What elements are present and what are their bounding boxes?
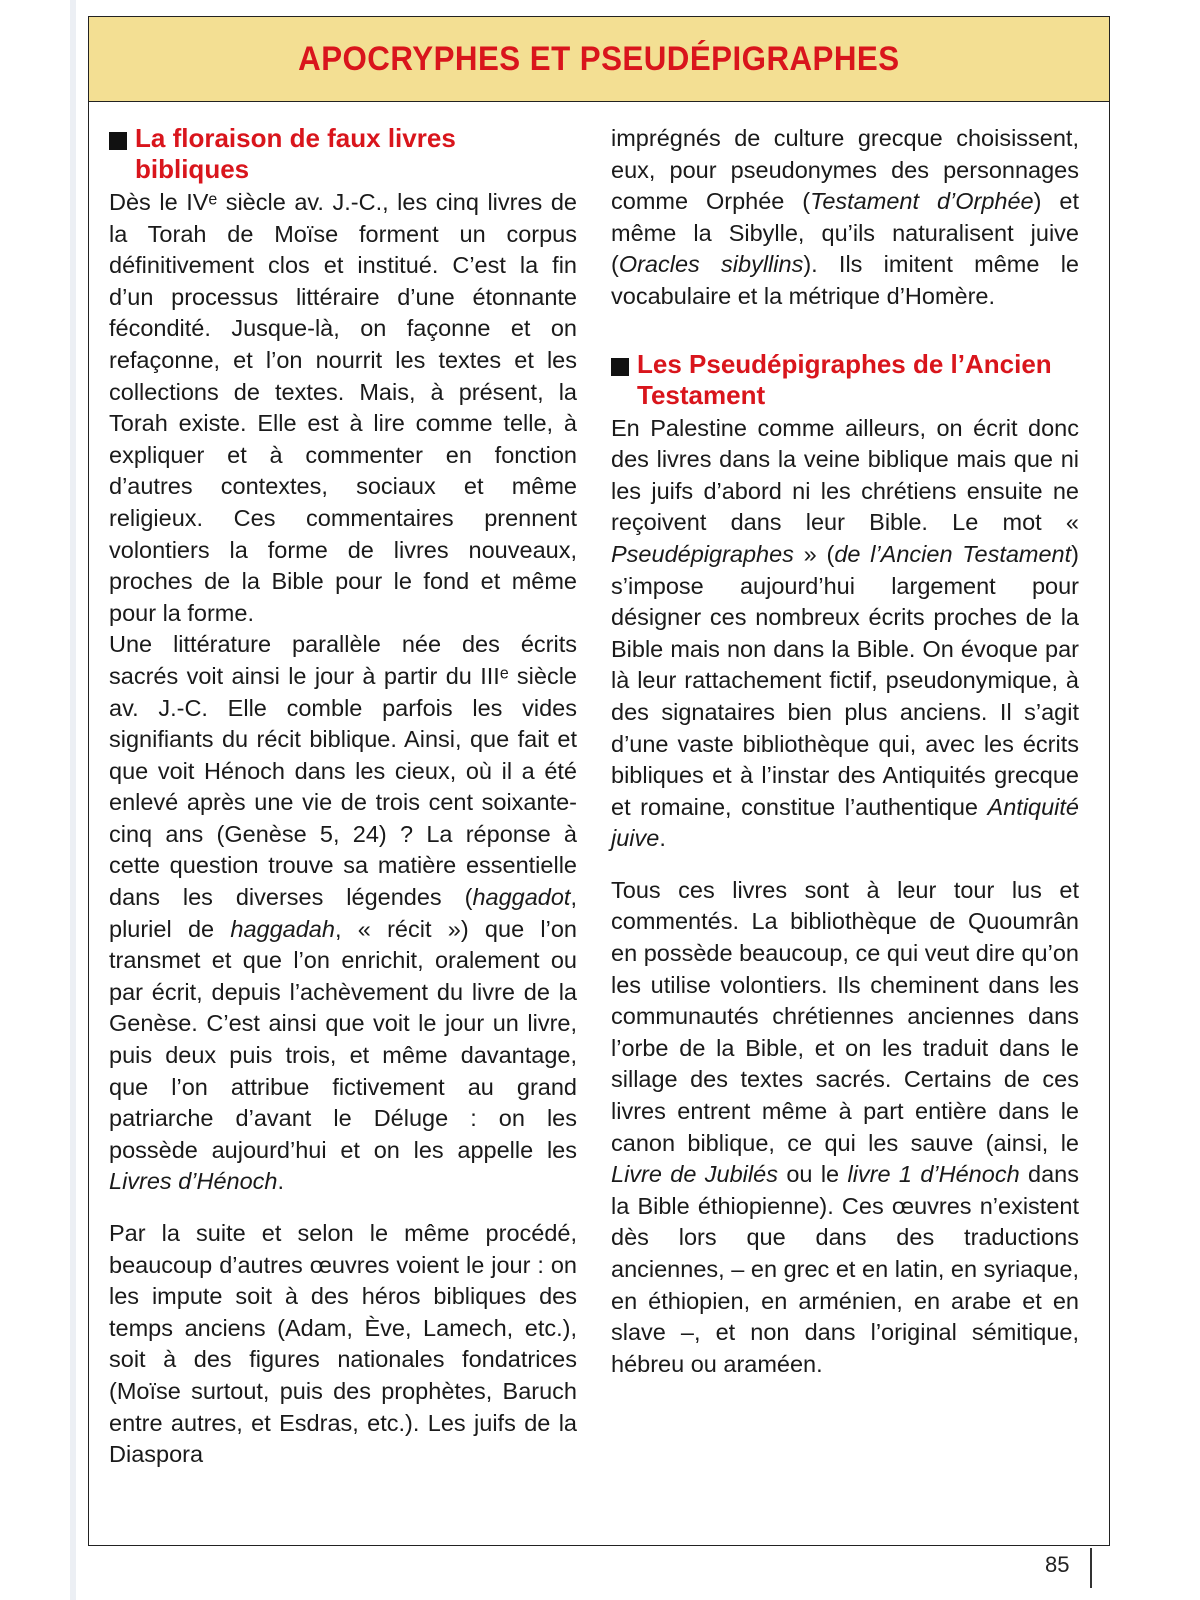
left-column — [109, 123, 577, 1471]
italic-term: Testament d’Orphée — [810, 188, 1034, 215]
page-edge-shadow — [70, 0, 76, 1600]
paragraph — [611, 875, 1079, 1381]
text-run: En Palestine comme ailleurs, on écrit donc des livres dans la veine biblique mais que ni les juifs d’abord ni les chrétiens ensuite ne reçoivent dans leur Bible. Le mot « — [611, 414, 1079, 536]
italic-term: Antiquité juive — [611, 793, 1079, 852]
paragraph: Dès le IVᵉ siècle av. J.-C., les cinq livres de la Torah de Moïse forment un corpus définitivement clos et institué. C’est la fin d’un processus littéraire d’une étonnante fécondité. Jusque-là, on façonne et on refaçonne, et l’on nourrit les textes et les collections de textes. Mais, à présent, la Torah existe. Elle est à lire comme telle, à expliquer et à commenter en fonction d’autres contextes, sociaux et même religieux. Ces commentaires prennent volontiers la forme de livres nouveaux, proches de la Bible pour le fond et même pour la forme. — [109, 189, 577, 626]
italic-term: haggadah — [230, 915, 335, 942]
page-title: APOCRYPHES ET PSEUDÉPIGRAPHES — [298, 39, 900, 78]
italic-term: de l’Ancien Testament — [834, 540, 1072, 567]
text-run: , pluriel de — [109, 884, 577, 942]
page-number-rule — [1090, 1548, 1092, 1588]
text-run: imprégnés de culture grecque choisissent, eux, pour pseudonymes des personnages comme Orphée ( — [611, 125, 1079, 215]
paragraph — [109, 629, 577, 1198]
italic-term: Pseudépigraphes — [611, 540, 794, 567]
paragraph: Par la suite et selon le même procédé, beaucoup d’autres œuvres voient le jour : on les impute soit à des héros bibliques des temps anciens (Adam, Ève, Lamech, etc.), soit à des figures nationales fondatrices (Moïse surtout, puis des prophètes, Baruch entre autres, et Esdras, etc.). Les juifs de la Diaspora — [109, 1220, 577, 1468]
square-bullet-icon — [611, 358, 629, 376]
section-heading-right — [611, 349, 1079, 411]
italic-term: Livre de Jubilés — [611, 1161, 778, 1188]
right-column — [611, 123, 1079, 1380]
text-run: ) s’impose aujourd’hui largement pour désigner ces nombreux écrits proches de la Bible mais non dans la Bible. On évoque par là leur rattachement fictif, pseudonymique, à des signataires bien plus anciens. Il s’agit d’une vaste bibliothèque qui, avec les écrits bibliques et à l’instar des Antiquités grecque et romaine, constitue l’authentique — [611, 540, 1079, 820]
text-run: Tous ces livres sont à leur tour lus et commentés. La bibliothèque de Quoumrân en possède beaucoup, ce qui veut dire qu’on les utilise volontiers. Ils cheminent dans les communautés chrétiennes anciennes dans l’orbe de la Bible, et on les traduit dans le sillage des textes sacrés. Certains de ces livres entrent même à part entière dans le canon biblique, ce qui les sauve (ainsi, le — [611, 876, 1079, 1156]
article-box — [88, 16, 1110, 1546]
paragraph — [611, 413, 1079, 855]
italic-term: haggadot — [472, 884, 571, 911]
section-heading-left — [109, 123, 577, 185]
italic-term: livre 1 d’Hénoch — [847, 1161, 1020, 1188]
italic-term: Livres d’Hénoch — [109, 1168, 278, 1195]
text-run: » ( — [793, 540, 835, 567]
section-heading-text: La floraison de faux livres bibliques — [135, 123, 456, 184]
square-bullet-icon — [109, 132, 127, 150]
text-run: , « récit ») que l’on transmet et que l’on enrichit, oralement ou par écrit, depuis l’achèvement du livre de la Genèse. C’est ainsi que voit le jour un livre, puis deux puis trois, et même davantage, que l’on attribue fictivement au grand patriarche d’avant le Déluge : on les possède aujourd’hui et on les appelle les — [109, 915, 577, 1163]
text-run: ou le — [777, 1161, 848, 1188]
page-number: 85 — [1045, 1552, 1070, 1577]
text-run: dans la Bible éthiopienne). Ces œuvres n’existent dès lors que dans des traductions anciennes, – en grec et en latin, en syriaque, en éthiopien, en arménien, en arabe et en slave –, et non dans l’original sémitique, hébreu ou araméen. — [611, 1161, 1079, 1377]
text-run: ) et même la Sibylle, qu’ils naturalisent juive ( — [611, 188, 1079, 278]
paragraph — [611, 123, 1079, 313]
title-banner — [89, 17, 1109, 102]
text-run: Une littérature parallèle née des écrits sacrés voit ainsi le jour à partir du IIIᵉ siècle av. J.-C. Elle comble parfois les vides signifiants du récit biblique. Ainsi, que fait et que voit Hénoch dans les cieux, où il a été enlevé après une vie de trois cent soixante-cinq ans (Genèse 5, 24) ? La réponse à cette question trouve sa matière essentielle dans les diverses légendes ( — [109, 631, 577, 911]
text-run: . — [277, 1168, 285, 1195]
italic-term: Oracles sibyllins — [618, 251, 804, 278]
text-run: ). Ils imitent même le vocabulaire et la métrique d’Homère. — [611, 251, 1079, 309]
text-run: . — [659, 825, 666, 852]
section-heading-text: Les Pseudépigraphes de l’Ancien Testament — [637, 348, 1052, 410]
